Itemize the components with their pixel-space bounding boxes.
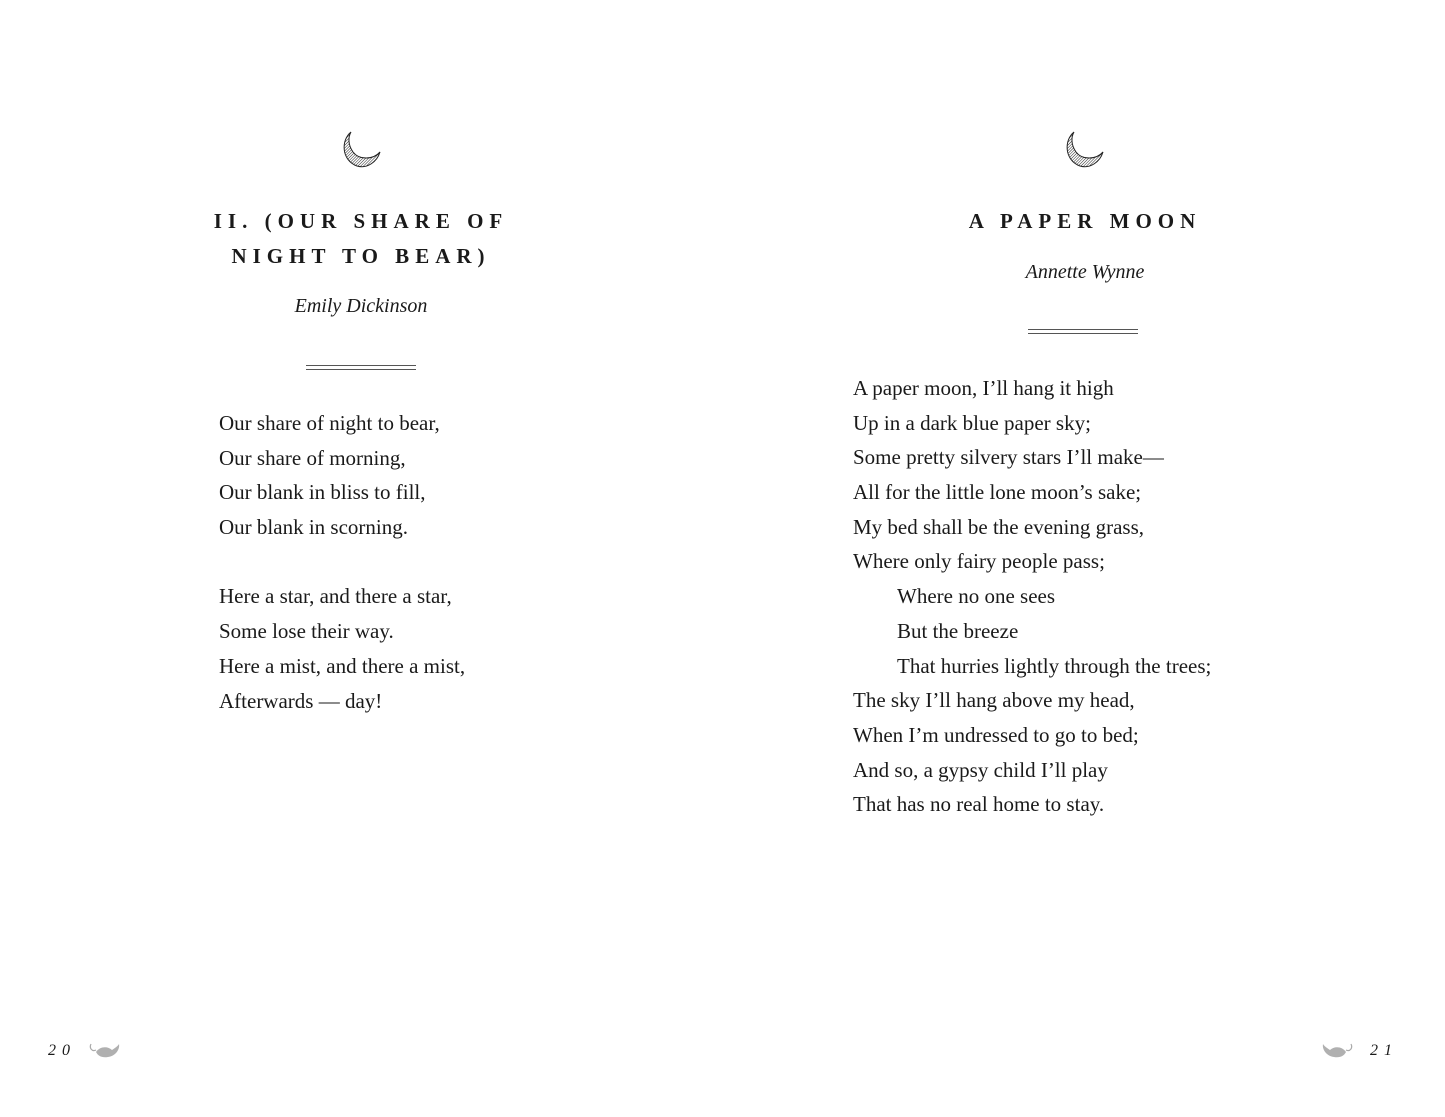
poem-line: And so, a gypsy child I’ll play [853, 757, 1108, 782]
poem-line: Our blank in bliss to fill, [219, 480, 426, 505]
crescent-moon-icon [1062, 128, 1106, 172]
poem-line: The sky I’ll hang above my head, [853, 688, 1135, 713]
poem-line: All for the little lone moon’s sake; [853, 480, 1142, 505]
poem-line: Some pretty silvery stars I’ll make— [853, 445, 1164, 470]
double-rule-divider [306, 365, 416, 370]
crescent-moon-icon [339, 128, 383, 172]
poem-author: Emily Dickinson [294, 295, 428, 317]
poem-line: Our share of night to bear, [219, 411, 440, 435]
poem-line-indented: That hurries lightly through the trees; [897, 653, 1212, 678]
poem-line: Where only fairy people pass; [853, 549, 1105, 574]
poem-line: Afterwards — day! [219, 688, 383, 713]
poem-line: Some lose their way. [219, 619, 394, 644]
leaf-ornament-icon [88, 1040, 122, 1062]
poem-line: Our blank in scorning. [219, 515, 408, 540]
leaf-ornament-icon [1320, 1040, 1354, 1062]
poem-line: Here a star, and there a star, [219, 584, 452, 609]
poem-body [219, 406, 465, 718]
poem-title [160, 204, 562, 274]
poem-line: Here a mist, and there a mist, [219, 653, 466, 678]
poem-line: Our share of morning, [219, 445, 406, 470]
poem-line: My bed shall be the evening grass, [853, 514, 1145, 539]
title-line: II. (OUR SHARE OF [213, 209, 509, 233]
right-page [722, 0, 1445, 1117]
poem-line-indented: But the breeze [897, 618, 1019, 643]
page-number: 20 [48, 1042, 76, 1059]
poem-body [853, 371, 1211, 822]
poem-line: A paper moon, I’ll hang it high [853, 376, 1114, 400]
double-rule-divider [1028, 329, 1138, 334]
left-page [0, 0, 722, 1117]
poem-line: When I’m undressed to go to bed; [853, 722, 1139, 747]
title-line: NIGHT TO BEAR) [231, 244, 491, 268]
poem-author: Annette Wynne [1025, 261, 1145, 283]
poem-line: That has no real home to stay. [853, 792, 1105, 817]
page-number: 21 [1370, 1042, 1398, 1059]
poem-line: Up in a dark blue paper sky; [853, 410, 1091, 435]
poem-title: A PAPER MOON [968, 209, 1202, 233]
poem-line-indented: Where no one sees [897, 584, 1056, 609]
